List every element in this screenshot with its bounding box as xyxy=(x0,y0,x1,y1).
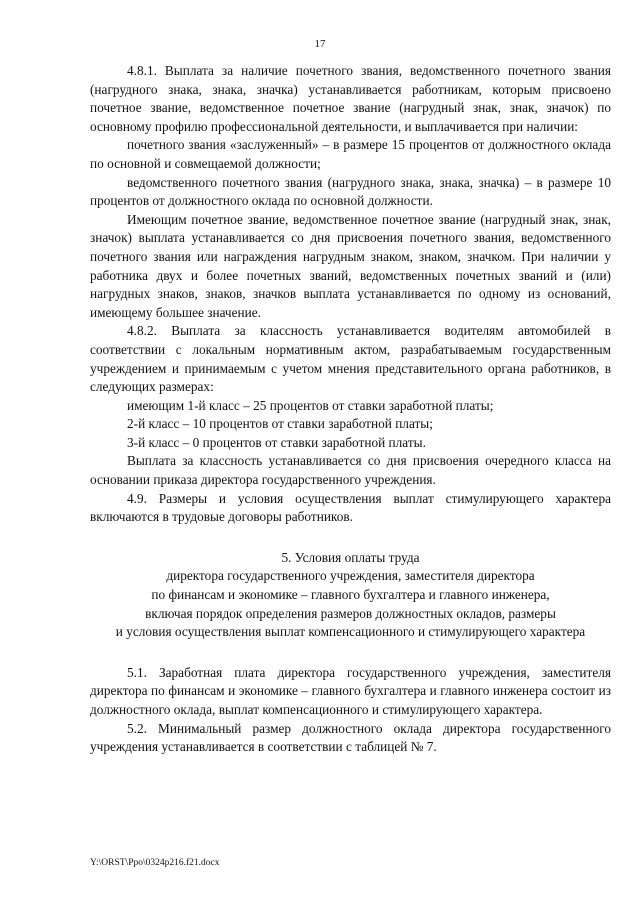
section-spacer-top xyxy=(90,527,611,549)
heading-line-4: включая порядок определения размеров должностных окладов, размеры xyxy=(145,605,556,621)
paragraph-5-2: 5.2. Минимальный размер должностного оклада директора государственного учреждения устанавливается в соответствии с таблицей № 7. xyxy=(90,720,611,755)
section-5-heading xyxy=(90,549,611,642)
paragraph-class-2: 2-й класс – 10 процентов от ставки заработной платы; xyxy=(127,416,433,432)
paragraph-honorary-title: почетного звания «заслуженный» – в размере 15 процентов от должностного оклада по основной и совмещаемой должности; xyxy=(90,137,611,171)
paragraph-class-payment: Выплата за классность устанавливается со дня присвоения очередного класса на основании приказа директора государственного учреждения. xyxy=(90,453,611,488)
heading-line-2: директора государственного учреждения, заместителя директора xyxy=(166,568,535,584)
heading-line-title: 5. Условия оплаты труда xyxy=(281,549,420,565)
heading-line-5: и условия осуществления выплат компенсационного и стимулирующего характера xyxy=(115,624,586,640)
heading-line-3: по финансам и экономике – главного бухгалтера и главного инженера, xyxy=(151,587,550,603)
document-body xyxy=(90,62,611,757)
footer-file-path: Y:\ORST\Ppo\0324p216.f21.docx xyxy=(90,858,220,868)
paragraph-class-3: 3-й класс – 0 процентов от ставки заработной платы. xyxy=(127,434,426,450)
paragraph-payment-start: Имеющим почетное звание, ведомственное почетное звание (нагрудный знак, знак, значок) выплата устанавливается со дня присвоения почетного звания, ведомственного почетного звания или награждения нагрудным знаком, знаком, значком. При наличии у работника двух и более почетных званий, ведомственных почетных званий и (или) нагрудных знаков, знаков, значков выплата устанавливается по одному из оснований, имеющему большее значение. xyxy=(90,211,611,320)
paragraph-4-9: 4.9. Размеры и условия осуществления выплат стимулирующего характера включаются в трудовые договоры работников. xyxy=(90,490,611,525)
paragraph-class-1: имеющим 1-й класс – 25 процентов от ставки заработной платы; xyxy=(127,397,494,413)
paragraph-5-1: 5.1. Заработная плата директора государственного учреждения, заместителя директора по финансам и экономике – главного бухгалтера и главного инженера состоит из должностного оклада, выплат компенсационного и стимулирующего характера. xyxy=(90,664,611,717)
paragraph-4-8-1: 4.8.1. Выплата за наличие почетного звания, ведомственного почетного звания (нагрудного знака, знака, значка) устанавливается работникам, которым присвоено почетное звание, ведомственное почетное звание (нагрудный знак, знак, значок) по основному профилю профессиональной деятельности, и выплачивается при наличии: xyxy=(90,63,611,134)
paragraph-4-8-2: 4.8.2. Выплата за классность устанавливается водителям автомобилей в соответствии с локальным нормативным актом, разрабатываемым государственным учреждением и принимаемым с учетом мнения представительного органа работников, в следующих размерах: xyxy=(90,323,611,395)
section-spacer-bottom xyxy=(90,642,611,664)
page-number: 17 xyxy=(314,38,326,50)
paragraph-departmental-title: ведомственного почетного звания (нагрудного знака, знака, значка) – в размере 10 процентов от должностного оклада по основной должности. xyxy=(90,174,611,209)
